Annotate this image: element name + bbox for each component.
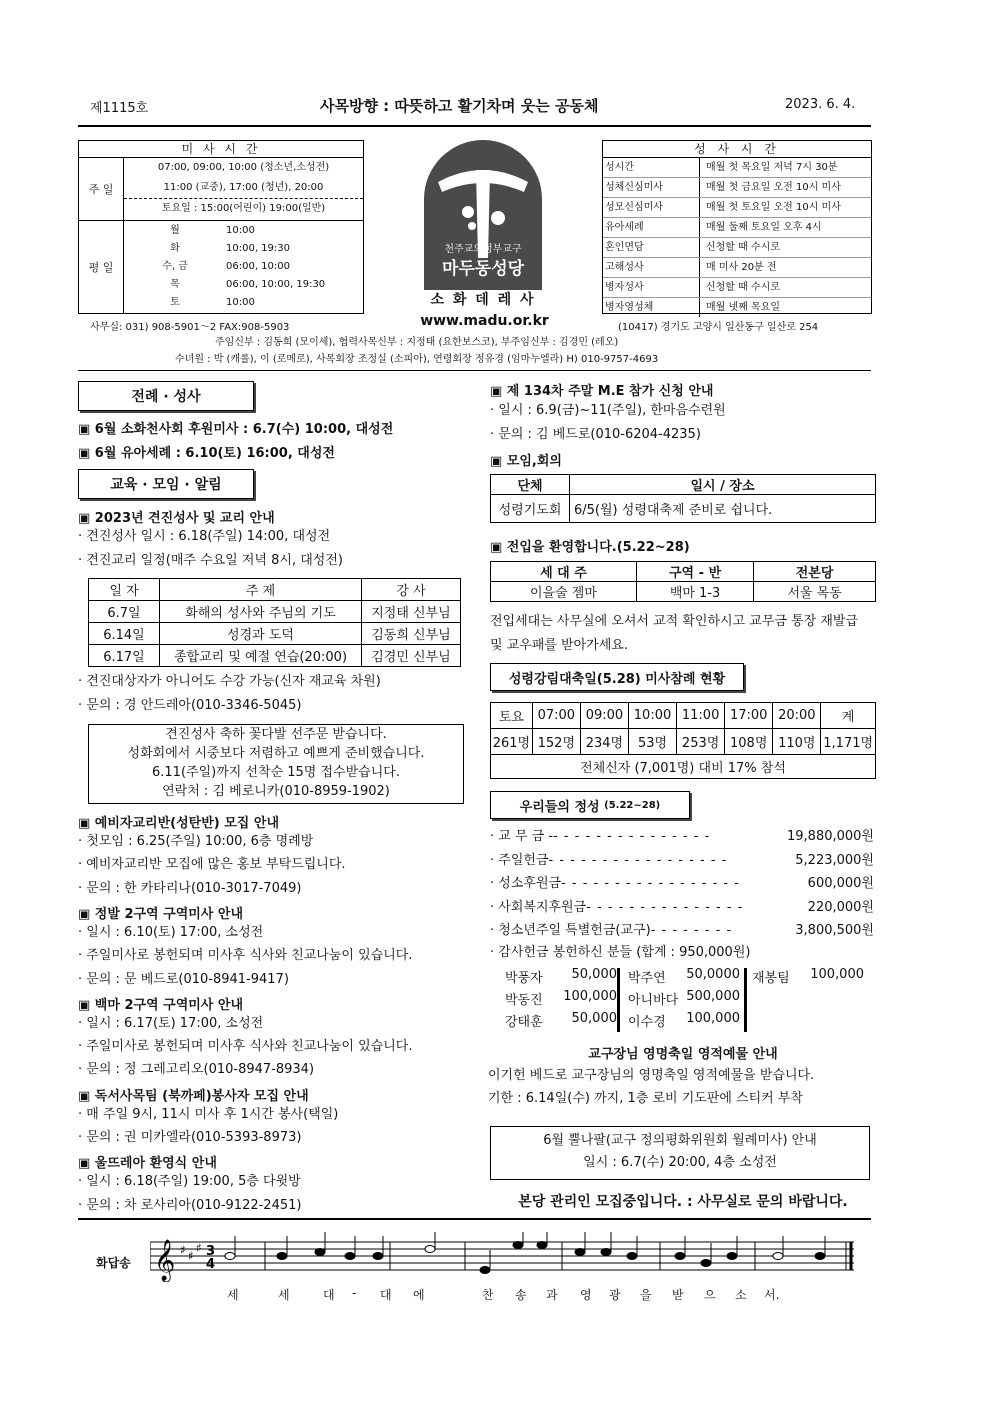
sacrament-row: 병자성사 신청할 때 수시로 (603, 278, 871, 298)
table-row: 6.17일 종합교리 및 예절 연습(20:00) 김경민 신부님 (89, 645, 461, 667)
donor-amount: 500,000 (686, 989, 740, 1004)
notice-title: ▣ 울뜨레아 환영식 안내 (78, 1156, 217, 1172)
attendance-time: 계 (821, 703, 876, 729)
church-address: (10417) 경기도 고양시 일산동구 일산로 254 (618, 322, 819, 333)
lyric-syllable: 에 (413, 1288, 425, 1302)
music-note (575, 1249, 585, 1256)
music-note (727, 1253, 737, 1260)
website-link[interactable]: www.madu.or.kr (420, 313, 549, 329)
lyric-syllable: 세 (227, 1288, 239, 1302)
notice-line: · 첫모임 : 6.25(주일) 10:00, 6층 명례방 (78, 834, 314, 849)
attendance-time: 07:00 (532, 703, 580, 729)
music-note (773, 1253, 783, 1260)
table-header: 단체 (491, 475, 570, 495)
bishop-line: 이기헌 베드로 교구장님의 영명축일 영적예물을 받습니다. (488, 1068, 815, 1083)
svg-text:4: 4 (206, 1257, 216, 1272)
offering-row: · 청소년주일 특별헌금(교구) - - - - - - - - 3,800,500원 (490, 923, 874, 938)
sacrament-row: 성모신심미사 매월 첫 토요일 오전 10시 미사 (603, 198, 871, 218)
table-header: 일시 / 장소 (570, 475, 876, 495)
notice-title: ▣ 독서사목팀 (북까페)봉사자 모집 안내 (78, 1088, 309, 1104)
confirmation-title: ▣ 2023년 견진성사 및 교리 안내 (78, 511, 275, 526)
welcome-table (490, 561, 876, 602)
sacrament-row: 병자영성체 매월 넷째 목요일 (603, 298, 871, 317)
music-staff (150, 1232, 856, 1282)
lyric-syllable: 을 (640, 1288, 652, 1302)
offering-row: · 교 무 금 - - - - - - - - - - - - - - - - 19,880,000원 (490, 829, 874, 844)
lyric-syllable: 받 (672, 1288, 684, 1302)
hymn-label: 화답송 (96, 1256, 131, 1270)
mass-times-box (78, 140, 364, 314)
sunday-times-1: 07:00, 09:00, 10:00 (청소년,소성전) (157, 162, 330, 173)
attendance-time: 17:00 (725, 703, 773, 729)
sacrament-row: 혼인면담 신청할 때 수시로 (603, 238, 871, 258)
notice-line: · 매 주일 9시, 11시 미사 후 1시간 봉사(택일) (78, 1106, 339, 1122)
parish-name: 마두동성당 (441, 259, 525, 279)
attendance-count: 53명 (628, 729, 676, 755)
offering-header: 우리들의 정성 (5.22~28) (490, 791, 690, 819)
sacrament-times-title: 성 사 시 간 (603, 141, 871, 158)
attendance-time: 11:00 (677, 703, 725, 729)
attendance-time: 09:00 (580, 703, 628, 729)
confirmation-contact: · 문의 : 경 안드레아(010-3346-5045) (78, 698, 302, 713)
attendance-time: 토요 (491, 703, 533, 729)
confirmation-class-table (88, 578, 461, 667)
attendance-time: 10:00 (628, 703, 676, 729)
music-note (537, 1242, 547, 1249)
donor-name: 이수경 (628, 1015, 666, 1030)
notice-line: · 문의 : 정 그레고리오(010-8947-8934) (78, 1062, 315, 1078)
music-note (627, 1253, 637, 1260)
notice-line: · 주일미사로 봉헌되며 미사후 식사와 친교나눔이 있습니다. (78, 948, 413, 964)
music-note (425, 1246, 435, 1253)
notice-line: · 일시 : 6.18(주일) 19:00, 5층 다윗방 (78, 1174, 301, 1190)
table-header: 주 제 (160, 579, 362, 601)
me-line: · 문의 : 김 베드로(010-6204-4235) (490, 427, 701, 442)
attendance-count: 261명 (491, 729, 533, 755)
bishop-title: 교구장님 영명축일 영적예물 안내 (588, 1047, 778, 1062)
svg-text:3: 3 (206, 1244, 216, 1259)
mass-times-title: 미 사 시 간 (79, 141, 363, 158)
attendance-count: 1,171명 (821, 729, 876, 755)
attendance-count: 108명 (725, 729, 773, 755)
welcome-note: 전입세대는 사무실에 오셔서 교적 확인하시고 교무금 통장 재발급 (490, 614, 858, 629)
table-header: 강 사 (362, 579, 461, 601)
me-line: · 일시 : 6.9(금)~11(주일), 한마음수련원 (490, 403, 726, 418)
svg-text:♯: ♯ (188, 1249, 194, 1263)
donor-amount: 100,000 (563, 989, 617, 1004)
attendance-count: 110명 (773, 729, 821, 755)
attendance-header: 성령강림대축일(5.28) 미사참례 현황 (490, 663, 744, 691)
thanks-title: · 감사헌금 봉헌하신 분들 (합계 : 950,000원) (490, 945, 751, 960)
contact-rule (78, 370, 871, 371)
lyric-syllable: 서. (764, 1288, 780, 1302)
lyric-syllable: 세 (278, 1288, 290, 1302)
notice-title: ▣ 백마 2구역 구역미사 안내 (78, 997, 244, 1013)
donor-name: 박동진 (505, 993, 543, 1008)
saturday-times: 토요일 : 15:00(어린이) 19:00(일반) (161, 203, 326, 214)
lyric-syllable: 과 (546, 1288, 558, 1302)
confirmation-note: · 견진대상자가 아니어도 수강 가능(신자 재교육 차원) (78, 674, 381, 689)
sacrament-row: 유아세례 매월 둘째 토요일 오후 4시 (603, 218, 871, 238)
music-note (513, 1242, 523, 1249)
confirmation-line: · 견진성사 일시 : 6.18(주일) 14:00, 대성전 (78, 529, 331, 544)
donor-name: 박풍자 (505, 971, 543, 986)
offering-row: · 성소후원금 - - - - - - - - - - - - - - - - - 600,000원 (490, 876, 874, 891)
lyric-syllable: - (352, 1286, 357, 1300)
weekday-row: 월 10:00 (170, 225, 255, 236)
welcome-note: 및 교우패를 받아가세요. (490, 638, 628, 653)
donor-name: 재봉팀 (752, 971, 790, 986)
diocese-name: 천주교의정부교구 (444, 244, 522, 255)
welcome-title: ▣ 전입을 환영합니다.(5.22~28) (490, 540, 690, 555)
weekday-row: 목 06:00, 10:00, 19:30 (170, 279, 326, 290)
education-header: 교육 · 모임 · 알림 (78, 469, 254, 499)
music-note (815, 1253, 825, 1260)
attendance-count: 253명 (677, 729, 725, 755)
recruit-notice: 본당 관리인 모집중입니다. : 사무실로 문의 바랍니다. (518, 1194, 848, 1210)
music-note (701, 1260, 711, 1267)
notice-title: ▣ 정발 2구역 구역미사 안내 (78, 906, 244, 922)
music-note (373, 1253, 383, 1260)
attendance-table (490, 702, 876, 779)
lyric-syllable: 광 (609, 1288, 621, 1302)
donor-name: 강태훈 (505, 1015, 543, 1030)
sacrament-row: 고해성사 매 미사 20분 전 (603, 258, 871, 278)
sacrament-row: 성체신심미사 매월 첫 금요일 오전 10시 미사 (603, 178, 871, 198)
hymn-rule (78, 1218, 871, 1220)
liturgy-item: ▣ 6월 유아세례 : 6.10(토) 16:00, 대성전 (78, 446, 335, 461)
music-note (277, 1253, 287, 1260)
donor-amount: 100,000 (686, 1011, 740, 1026)
weekday-row: 화 10:00, 19:30 (170, 243, 290, 254)
table-header: 세 대 주 (491, 562, 637, 582)
lyric-syllable: 소 (735, 1288, 747, 1302)
confirmation-line: · 견진교리 일정(매주 수요일 저녁 8시, 대성전) (78, 553, 343, 568)
music-note (315, 1249, 325, 1256)
attendance-count: 234명 (580, 729, 628, 755)
notice-line: · 주일미사로 봉헌되며 미사후 식사와 친교나눔이 있습니다. (78, 1039, 413, 1055)
priests-line: 주임신부 : 김동희 (모이세), 협력사목신부 : 지정태 (요한보스코), 부주임신부 : 김경민 (레오) (215, 337, 619, 348)
svg-text:♯: ♯ (196, 1241, 202, 1255)
lyric-syllable: 대 (323, 1288, 335, 1302)
donor-amount: 100,000 (810, 967, 864, 982)
lyric-syllable: 으 (704, 1288, 716, 1302)
music-note (675, 1253, 685, 1260)
sacrament-times-box (602, 140, 872, 314)
notice-title: ▣ 예비자교리반(성탄반) 모집 안내 (78, 816, 279, 831)
donor-amount: 50,0000 (686, 967, 740, 982)
issue-date: 2023. 6. 4. (785, 97, 856, 112)
peace-mass-box: 6월 뿔나팔(교구 정의평화위원회 월례미사) 안내 일시 : 6.7(수) 20:00, 4층 소성전 (490, 1126, 870, 1180)
svg-text:♯: ♯ (180, 1243, 186, 1257)
table-header: 구역 - 반 (636, 562, 753, 582)
notice-line: · 일시 : 6.10(토) 17:00, 소성전 (78, 924, 264, 940)
liturgy-item: ▣ 6월 소화천사회 후원미사 : 6.7(수) 10:00, 대성전 (78, 422, 394, 437)
svg-text:𝄞: 𝄞 (154, 1240, 176, 1281)
attendance-count: 152명 (532, 729, 580, 755)
notice-line: · 일시 : 6.17(토) 17:00, 소성전 (78, 1015, 264, 1031)
sunday-times-2: 11:00 (교중), 17:00 (청년), 20:00 (124, 178, 363, 199)
staff-line: 수녀원 : 박 (캐롤), 이 (로메로), 사목회장 조정실 (소피아), 연령회장 정유경 (임마누엘라) H) 010-9757-4693 (175, 354, 659, 365)
music-note (601, 1249, 611, 1256)
meeting-table (490, 474, 876, 523)
music-note (345, 1253, 355, 1260)
donor-name: 아니바다 (628, 993, 679, 1008)
sunday-label: 주 일 (79, 158, 124, 220)
table-row: 6.7일 화해의 성사와 주님의 기도 지정태 신부님 (89, 601, 461, 623)
offering-row: · 사회복지후원금 - - - - - - - - - - - - - - - 220,000원 (490, 899, 874, 915)
table-row: 6.14일 성경과 도덕 김동희 신부님 (89, 623, 461, 645)
weekday-row: 토 10:00 (170, 297, 255, 308)
me-title: ▣ 제 134차 주말 M.E 참가 신청 안내 (490, 384, 714, 399)
donor-amount: 50,000 (571, 1011, 617, 1026)
donor-divider (744, 968, 747, 1032)
weekday-label: 평 일 (79, 221, 124, 313)
liturgy-header: 전례 · 성사 (78, 381, 254, 411)
church-logo (424, 140, 542, 290)
donor-amount: 50,000 (571, 967, 617, 982)
lyric-syllable: 대 (380, 1288, 392, 1302)
music-note (225, 1253, 235, 1260)
notice-line: · 문의 : 한 카타리나(010-3017-7049) (78, 880, 302, 896)
table-header: 일 자 (89, 579, 160, 601)
donor-name: 박주연 (628, 971, 666, 986)
table-header: 전본당 (754, 562, 876, 582)
meeting-title: ▣ 모임,회의 (490, 454, 562, 469)
bishop-line: 기한 : 6.14일(수) 까지, 1층 로비 기도판에 스티커 부착 (488, 1091, 803, 1106)
pastoral-motto: 사목방향 : 따뜻하고 활기차며 웃는 공동체 (320, 97, 599, 115)
patron-saint: 소 화 데 레 사 (430, 292, 536, 308)
weekday-row: 수, 금 06:00, 10:00 (162, 261, 290, 272)
notice-line: · 문의 : 차 로사리아(010-9122-2451) (78, 1197, 302, 1213)
attendance-time: 20:00 (773, 703, 821, 729)
attendance-note: 전체신자 (7,001명) 대비 17% 참석 (491, 755, 876, 779)
issue-number: 제1115호 (90, 101, 149, 116)
flower-order-box: 견진성사 축하 꽃다발 선주문 받습니다. 성화회에서 시중보다 저렴하고 예쁘게 준비했습니다. 6.11(주일)까지 선착순 15명 접수받습니다. 연락처 : 김 베로니카(010-8959-1902) (88, 724, 464, 804)
table-row: 이을술 젬마 백마 1-3 서울 목동 (491, 582, 876, 602)
sacrament-row: 성시간 매월 첫 목요일 저녁 7시 30분 (603, 158, 871, 178)
notice-line: · 문의 : 문 베드로(010-8941-9417) (78, 971, 289, 987)
notice-line: · 문의 : 권 미카엘라(010-5393-8973) (78, 1130, 302, 1145)
table-row: 성령기도회 6/5(월) 성령대축제 준비로 쉽니다. (491, 495, 876, 523)
offering-row: · 주일헌금 - - - - - - - - - - - - - - - - - 5,223,000원 (490, 852, 874, 868)
lyric-syllable: 찬 (482, 1288, 494, 1302)
office-contact: 사무실: 031) 908-5901～2 FAX:908-5903 (90, 322, 290, 333)
notice-line: · 예비자교리반 모집에 많은 홍보 부탁드립니다. (78, 857, 346, 873)
donor-divider (617, 968, 620, 1032)
lyric-syllable: 영 (580, 1288, 592, 1302)
music-note (480, 1267, 490, 1274)
lyric-syllable: 송 (515, 1288, 527, 1302)
header-rule (78, 125, 871, 127)
